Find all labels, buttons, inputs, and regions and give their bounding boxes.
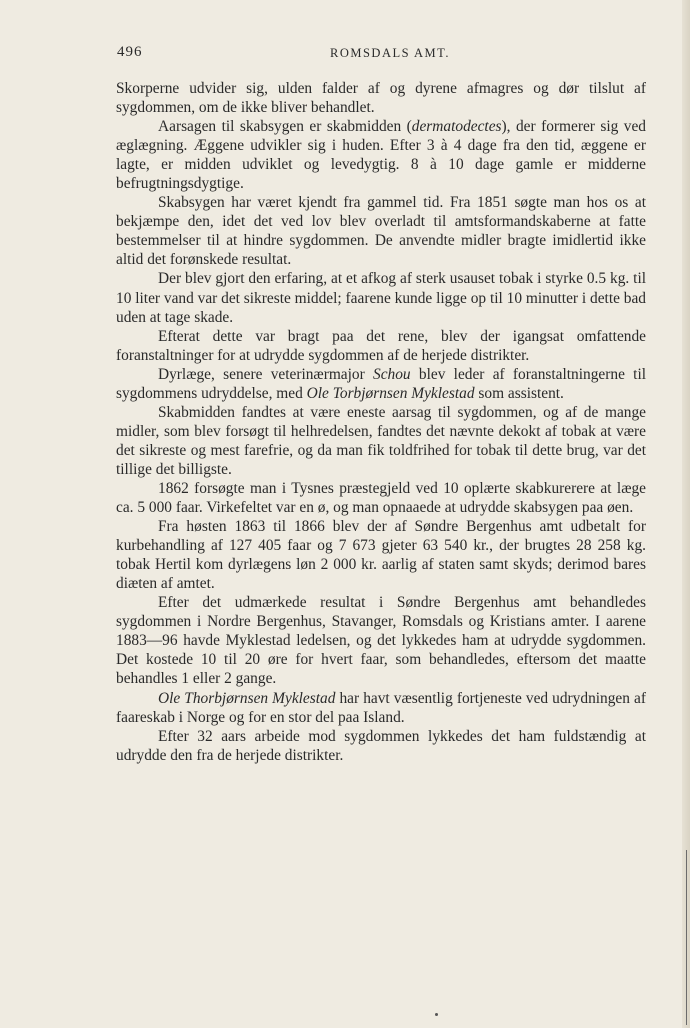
person-name: Schou xyxy=(373,365,411,383)
running-title: ROMSDALS AMT. xyxy=(330,46,450,60)
paragraph: Ole Thorbjørnsen Myklestad har havt væsentlig fortjeneste ved udrydningen af faareskab i Norge og for en stor del paa Island. xyxy=(116,689,646,726)
paragraph: Skabmidden fandtes at være eneste aarsag til sygdommen, og af de mange midler, som blev forsøgt til helhredelsen, fandtes det nævnte dekokt af tobak at være det sikreste og mest farefrie, og da man fik toldfrihed for tobak til dette brug, var det tillige det billigste. xyxy=(116,403,646,478)
body-text xyxy=(116,79,646,765)
paragraph: Aarsagen til skabsygen er skabmidden (dermatodectes), der formerer sig ved æglægning. Æggene udvikler sig i huden. Efter 3 à 4 dage fra den tid, æggene er lagte, er midden udviklet og levedygtig. 8 à 10 dage gamle er midderne befrugtningsdygtige. xyxy=(116,118,646,193)
person-name: Ole Thorbjørnsen Myklestad xyxy=(158,689,336,707)
paragraph: Skorperne udvider sig, ulden falder af og dyrene afmagres og dør tilslut af sygdommen, om de ikke bliver behandlet. xyxy=(116,80,646,117)
paragraph: Efter 32 aars arbeide mod sygdommen lykkedes det ham fuldstændig at udrydde den fra de herjede distrikter. xyxy=(116,727,646,764)
paragraph: Skabsygen har været kjendt fra gammel tid. Fra 1851 søgte man hos os at bekjæmpe den, idet det ved lov blev overladt til amtsformandskaberne at fatte bestemmelser til at hindre sygdommen. De anvendte midler bragte imidlertid ikke altid det forønskede resultat. xyxy=(116,194,646,269)
species-name: dermatodectes xyxy=(411,118,502,136)
paragraph: Der blev gjort den erfaring, at et afkog af sterk usauset tobak i styrke 0.5 kg. til 10 liter vand var det sikreste middel; faarene kunde ligge op til 10 minutter i dette bad uden at tage skade. xyxy=(116,270,646,326)
page-number: 496 xyxy=(117,44,143,60)
paragraph: Dyrlæge, senere veterinærmajor Schou blev leder af foranstaltningerne til sygdommens udryddelse, med Ole Torbjørnsen Myklestad som assistent. xyxy=(116,365,646,402)
paragraph: Fra høsten 1863 til 1866 blev der af Søndre Bergenhus amt udbetalt for kurbehandling af 127 405 faar og 7 673 gjeter 63 540 kr., der brugtes 28 258 kg. tobak Hertil kom dyrlægens løn 2 000 kr. aarlig af staten samt skyds; derimod bares diæten af amtet. xyxy=(116,518,646,593)
ink-speck xyxy=(435,1013,438,1016)
paragraph: Efter det udmærkede resultat i Søndre Bergenhus amt behandledes sygdommen i Nordre Bergenhus, Stavanger, Romsdals og Kristians amter. I aarene 1883—96 havde Myklestad ledelsen, og det lykkedes ham at udrydde sygdommen. Det kostede 10 til 20 øre for hvert faar, som behandledes, eftersom det maatte behandles 1 eller 2 gange. xyxy=(116,594,646,688)
paragraph: Efterat dette var bragt paa det rene, blev der igangsat omfattende foranstaltninger for at udrydde sygdommen af de herjede distrikter. xyxy=(116,327,646,364)
page-edge-line xyxy=(686,850,687,1025)
paragraph: 1862 forsøgte man i Tysnes præstegjeld ved 10 oplærte skabkurerere at læge ca. 5 000 faar. Virkefeltet var en ø, og man opnaaede at udrydde skabsygen paa øen. xyxy=(116,479,646,517)
person-name: Ole Torbjørnsen Myklestad xyxy=(306,384,475,402)
